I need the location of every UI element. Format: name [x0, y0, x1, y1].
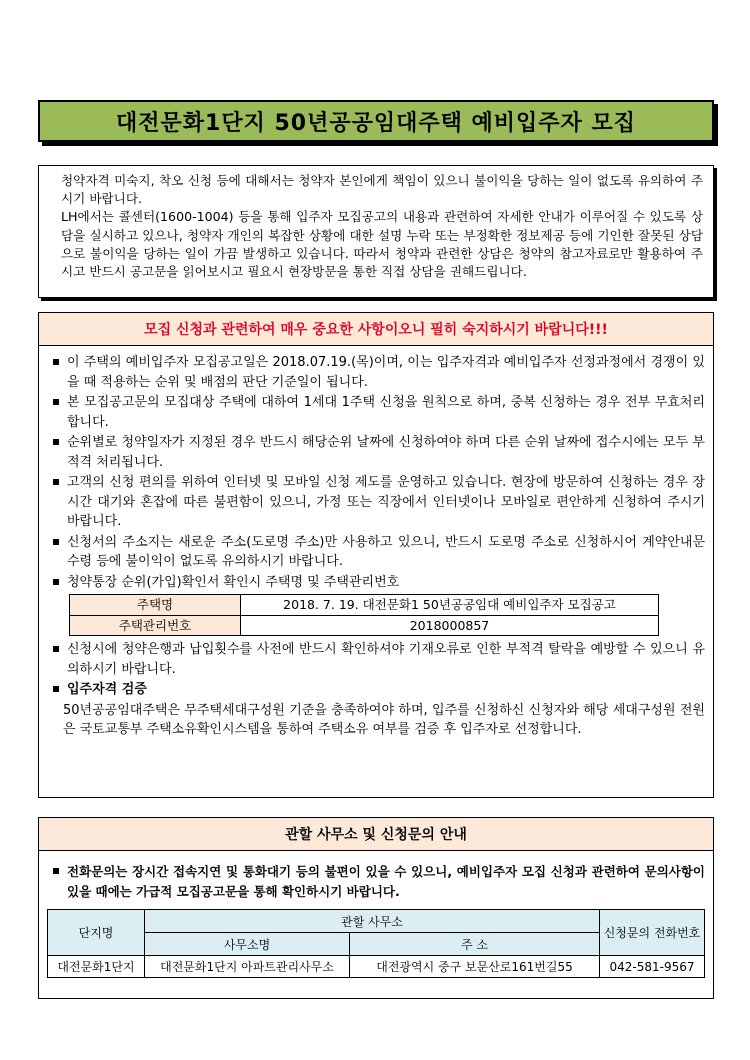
office-group-header: 관할 사무소 [145, 910, 600, 933]
important-body [51, 353, 705, 740]
housing-number-value: 2018000857 [241, 615, 659, 636]
notice-paragraph-1: 청약자격 미숙지, 착오 신청 등에 대해서는 청약자 본인에게 책임이 있으니 불이익을 당하는 일이 없도록 유의하여 주시기 바랍니다. [61, 173, 703, 207]
square-bullet-icon [53, 579, 59, 585]
complex-cell: 대전문화1단지 [48, 956, 145, 978]
housing-number-label: 주택관리번호 [70, 615, 241, 636]
important-section [38, 312, 714, 798]
notice-paragraph-2: LH에서는 콜센터(1600-1004) 등을 통해 입주자 모집공고의 내용과 관련하여 자세한 안내가 이루어질 수 있도록 상담을 실시하고 있으나, 청약자 개인의 복잡한 상황에 대한 설명 누락 또는 부정확한 정보제공 등에 기인한 잘못된 상담으로 불이익을 당하는 일이 가끔 발생하고 있습니다. 따라서 청약과 관련한 상담은 청약의 참고자료로만 활용하여 주시고 반드시 공고문을 읽어보시고 필요시 현장방문을 통한 직접 상담을 권해드립니다. [61, 209, 703, 280]
bullet-text: 신청시에 청약은행과 납입횟수를 사전에 반드시 확인하셔야 기재오류로 인한 부적격 탈락을 예방할 수 있으니 유의하시기 바랍니다. [67, 642, 705, 677]
square-bullet-icon [53, 646, 59, 652]
list-item [51, 640, 705, 679]
table-row [70, 595, 659, 616]
address-header: 주 소 [350, 933, 600, 956]
table-row [48, 956, 705, 978]
office-name-cell: 대전문화1단지 아파트관리사무소 [145, 956, 350, 978]
page-title: 대전문화1단지 50년공공임대주택 예비입주자 모집 [38, 100, 714, 142]
phone-cell: 042-581-9567 [600, 956, 705, 978]
bullet-title: 입주자격 검증 [67, 682, 147, 697]
office-note-text: 전화문의는 장시간 접속지연 및 통화대기 등의 불편이 있을 수 있으니, 예비입주자 모집 신청과 관련하여 문의사항이 있을 때에는 가급적 모집공고문을 통해 확인하시기 바랍니다. [67, 864, 705, 899]
square-bullet-icon [53, 686, 59, 692]
bullet-text: 본 모집공고문의 모집대상 주택에 대하여 1세대 1주택 신청을 원칙으로 하며, 중복 신청하는 경우 전부 무효처리 합니다. [67, 395, 705, 430]
housing-name-label: 주택명 [70, 595, 241, 616]
list-item [51, 393, 705, 432]
square-bullet-icon [53, 539, 59, 545]
square-bullet-icon [53, 399, 59, 405]
table-row [48, 910, 705, 933]
table-row [70, 615, 659, 636]
square-bullet-icon [53, 359, 59, 365]
list-item [51, 533, 705, 572]
address-cell: 대전광역시 중구 보문산로161번길55 [350, 956, 600, 978]
bullet-text: 신청서의 주소지는 새로운 주소(도로명 주소)만 사용하고 있으니, 반드시 도로명 주소로 신청하시어 계약안내문 수령 등에 불이익이 없도록 유의하시기 바랍니다. [67, 534, 705, 569]
office-note [51, 862, 705, 902]
office-section [38, 817, 714, 999]
office-table [47, 909, 705, 978]
bullet-text: 이 주택의 예비입주자 모집공고일은 2018.07.19.(목)이며, 이는 입주자격과 예비입주자 선정과정에서 경쟁이 있을 때 적용하는 순위 및 배점의 판단 기준일이 됩니다. [67, 355, 705, 390]
bullet-text: 순위별로 청약일자가 지정된 경우 반드시 해당순위 날짜에 신청하여야 하며 다른 순위 날짜에 접수시에는 모두 부적격 처리됩니다. [67, 435, 705, 470]
bullet-text: 고객의 신청 편의를 위하여 인터넷 및 모바일 신청 제도를 운영하고 있습니다. 현장에 방문하여 신청하는 경우 장시간 대기와 혼잡에 따른 불편함이 있으니, 가정 또는 직장에서 인터넷이나 모바일로 편안하게 신청하여 주시기 바랍니다. [67, 475, 705, 529]
square-bullet-icon [53, 439, 59, 445]
office-name-header: 사무소명 [145, 933, 350, 956]
phone-header: 신청문의 전화번호 [600, 910, 705, 956]
bullet-text: 청약통장 순위(가입)확인서 확인시 주택명 및 주택관리번호 [67, 574, 400, 590]
important-header: 모집 신청과 관련하여 매우 중요한 사항이오니 필히 숙지하시기 바랍니다!!! [39, 313, 713, 346]
complex-header: 단지명 [48, 910, 145, 956]
housing-name-value: 2018. 7. 19. 대전문화1 50년공공임대 예비입주자 모집공고 [241, 595, 659, 616]
list-item [51, 680, 705, 700]
caution-notice [38, 165, 714, 298]
office-header: 관할 사무소 및 신청문의 안내 [39, 818, 713, 851]
list-item [51, 473, 705, 532]
list-item [51, 433, 705, 472]
list-item [51, 353, 705, 392]
verification-text: 50년공공임대주택은 무주택세대구성원 기준을 충족하여야 하며, 입주를 신청하신 신청자와 해당 세대구성원 전원은 국토교통부 주택소유확인시스템을 통하여 주택소유 여부를 검증 후 입주자로 선정합니다. [63, 702, 705, 737]
square-bullet-icon [53, 868, 59, 874]
square-bullet-icon [53, 479, 59, 485]
list-item [51, 573, 705, 593]
housing-info-table [69, 594, 659, 636]
